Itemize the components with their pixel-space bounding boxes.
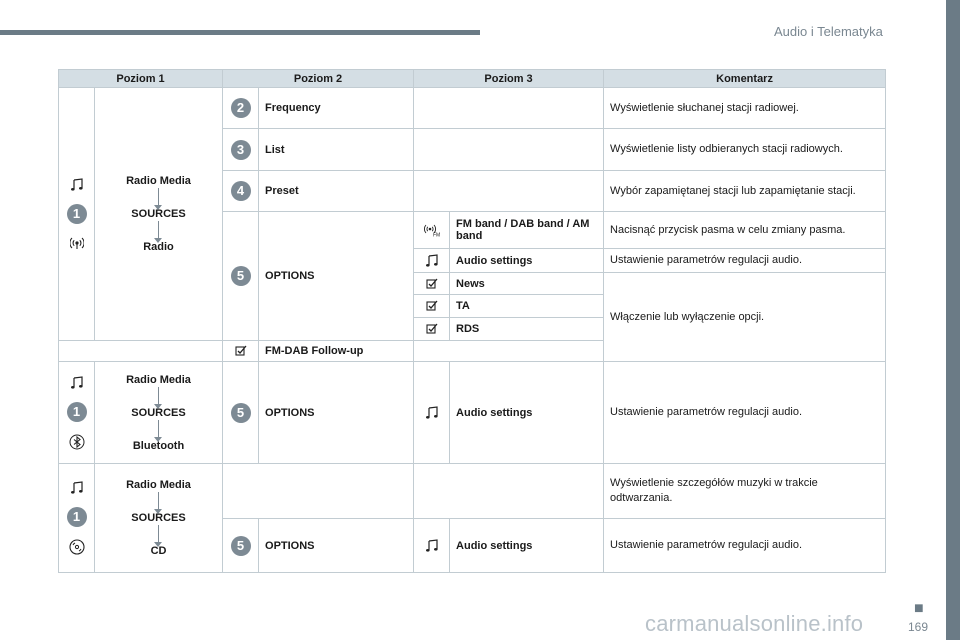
checkbox-icon (426, 300, 438, 312)
comment-list: Wyświetlenie listy odbieranych stacji radiowych. (604, 129, 886, 171)
music-note-icon (425, 254, 439, 268)
level2-badge: 5 (231, 536, 251, 556)
music-note-icon (70, 178, 84, 192)
music-note-icon (425, 406, 439, 420)
settings-table (58, 69, 886, 573)
level3-ta: TA (450, 295, 604, 318)
arrow-down-icon (158, 492, 159, 510)
bluetooth-icon (69, 434, 85, 450)
svg-text:FM: FM (432, 232, 440, 237)
fm-band-icon (424, 223, 440, 237)
checkbox-icon (235, 345, 247, 357)
arrow-down-icon (158, 387, 159, 405)
level3-audio-settings: Audio settings (450, 362, 604, 464)
level2-options: OPTIONS (259, 212, 414, 341)
level1-path-cell (95, 464, 223, 573)
level3-fm-band: FM band / DAB band / AM band (450, 212, 604, 249)
path-radio-media: Radio Media (126, 373, 191, 386)
level3-icon-cell (414, 362, 450, 464)
level1-icons-cell (59, 464, 95, 573)
header-level2: Poziom 2 (223, 70, 414, 88)
path-bluetooth: Bluetooth (132, 439, 185, 452)
arrow-down-icon (158, 188, 159, 206)
header-comment: Komentarz (604, 70, 886, 88)
level3-fm-dab: FM-DAB Follow-up (259, 341, 414, 362)
cd-disc-icon (69, 539, 85, 555)
table-header-row (59, 70, 886, 88)
right-edge-bar (946, 0, 960, 640)
comment-toggle-options: Włączenie lub wyłączenie opcji. (604, 273, 886, 362)
music-note-icon (70, 481, 84, 495)
level2-badge-cell (223, 212, 259, 341)
comment-preset: Wybór zapamiętanej stacji lub zapamiętanie stacji. (604, 171, 886, 212)
level2-options: OPTIONS (259, 519, 414, 573)
comment-music-details: Wyświetlenie szczegółów muzyki w trakcie odtwarzania. (604, 464, 886, 519)
checkbox-icon (426, 278, 438, 290)
level2-badge: 5 (231, 403, 251, 423)
level3-icon-cell (414, 318, 450, 341)
comment-audio-settings: Ustawienie parametrów regulacji audio. (604, 362, 886, 464)
path-sources: SOURCES (131, 512, 186, 524)
level2-badge-cell (223, 171, 259, 212)
level1-badge: 1 (67, 204, 87, 224)
comment-audio-settings: Ustawienie parametrów regulacji audio. (604, 249, 886, 273)
path-sources: SOURCES (131, 406, 186, 419)
spacer-cell (59, 341, 223, 362)
level3-news: News (450, 273, 604, 295)
path-sources: SOURCES (131, 208, 186, 220)
header-level1: Poziom 1 (59, 70, 223, 88)
level1-badge: 1 (67, 507, 87, 527)
radio-antenna-icon (70, 236, 84, 250)
level3-icon-cell (414, 273, 450, 295)
level2-badge: 3 (231, 140, 251, 160)
level2-list: List (259, 129, 414, 171)
path-radio: Radio (143, 241, 174, 253)
comment-audio-settings: Ustawienie parametrów regulacji audio. (604, 519, 886, 573)
arrow-down-icon (158, 221, 159, 239)
level2-badge: 2 (231, 98, 251, 118)
level3-icon-cell (414, 212, 450, 249)
table-row (59, 362, 886, 464)
level2-badge-cell (223, 88, 259, 129)
path-cd: CD (150, 545, 167, 557)
level2-options: OPTIONS (259, 362, 414, 464)
level3-audio-settings: Audio settings (450, 249, 604, 273)
level3-empty (414, 129, 604, 171)
level3-empty (414, 88, 604, 129)
arrow-down-icon (158, 420, 159, 438)
level3-empty (414, 171, 604, 212)
level1-icons-cell (59, 362, 95, 464)
level2-preset: Preset (259, 171, 414, 212)
level2-empty (223, 464, 414, 519)
level1-path-cell (95, 362, 223, 464)
comment-frequency: Wyświetlenie słuchanej stacji radiowej. (604, 88, 886, 129)
level3-icon-cell (414, 295, 450, 318)
music-note-icon (425, 539, 439, 553)
level3-rds: RDS (450, 318, 604, 341)
level3-empty (414, 464, 604, 519)
watermark: carmanualsonline.info (645, 611, 864, 636)
arrow-down-icon (158, 525, 159, 543)
level2-frequency: Frequency (259, 88, 414, 129)
page-header-title: Audio i Telematyka (774, 24, 883, 39)
level3-icon-cell (414, 519, 450, 573)
level2-badge-cell (223, 519, 259, 573)
level2-badge: 5 (231, 266, 251, 286)
page-marker: ■ (914, 600, 924, 617)
level2-badge: 4 (231, 181, 251, 201)
level1-path-cell (95, 88, 223, 341)
level3-icon-cell (223, 341, 259, 362)
path-radio-media: Radio Media (126, 175, 191, 187)
music-note-icon (70, 376, 84, 390)
top-accent-bar (0, 30, 480, 35)
level1-badge: 1 (67, 402, 87, 422)
checkbox-icon (426, 323, 438, 335)
header-level3: Poziom 3 (414, 70, 604, 88)
path-radio-media: Radio Media (126, 479, 191, 491)
table-row (59, 464, 886, 519)
level2-badge-cell (223, 129, 259, 171)
level3-icon-cell (414, 249, 450, 273)
table-row (59, 88, 886, 129)
level1-icons-cell (59, 88, 95, 341)
page-number: 169 (908, 620, 929, 634)
level3-audio-settings: Audio settings (450, 519, 604, 573)
level2-badge-cell (223, 362, 259, 464)
comment-fm-band: Nacisnąć przycisk pasma w celu zmiany pasma. (604, 212, 886, 249)
